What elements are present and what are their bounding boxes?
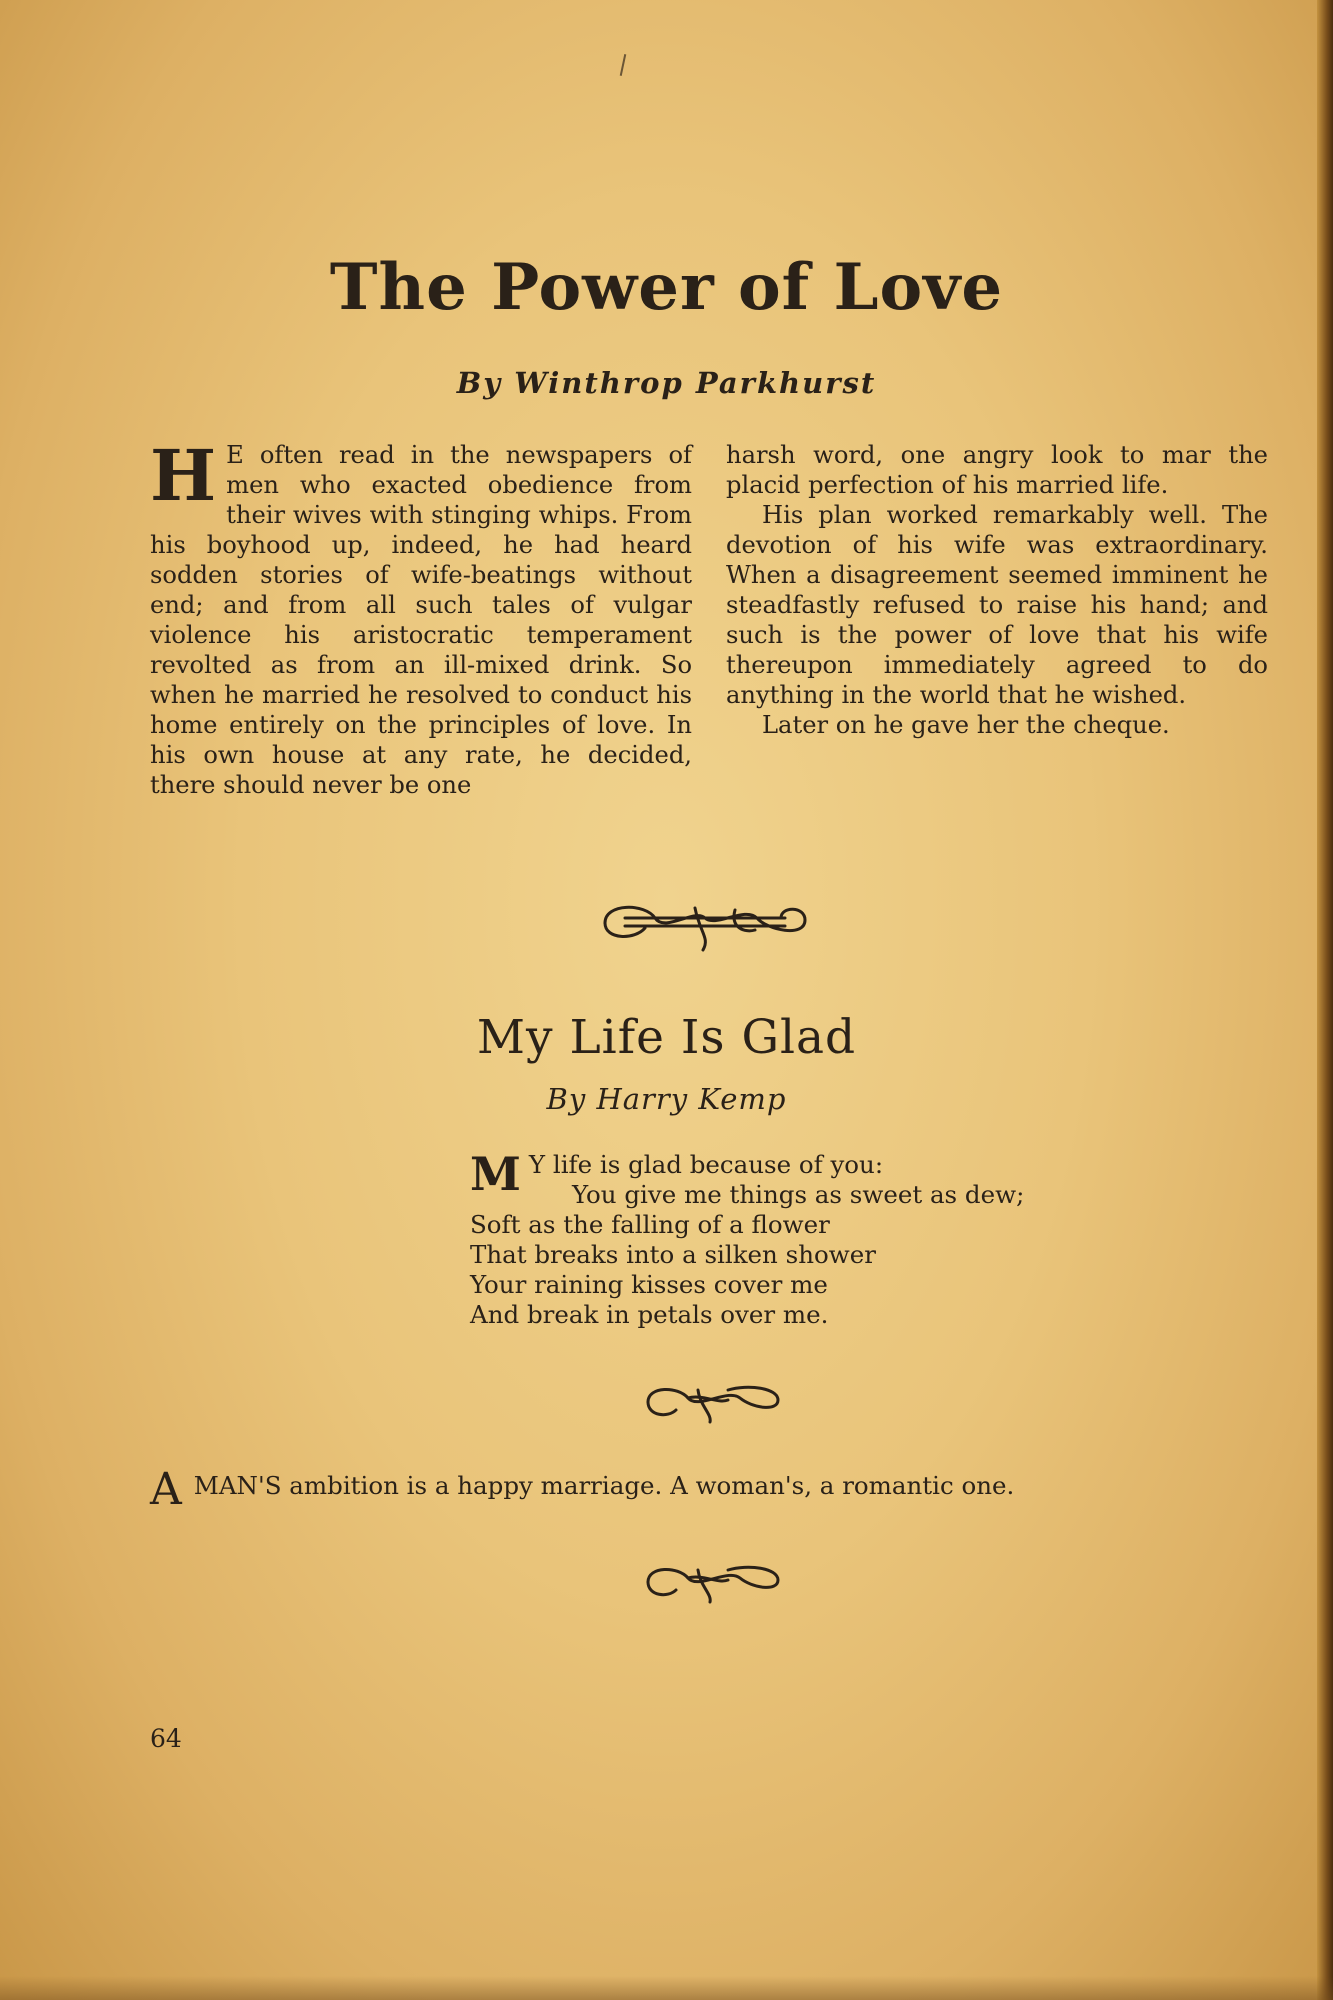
story-byline: By Winthrop Parkhurst	[456, 366, 877, 400]
story-column-right	[726, 440, 1268, 740]
story-title: The Power of Love	[329, 250, 1004, 325]
paragraph-text: E often read in the newspapers of men who exacted obedience from their wives with stinging whips. From his boyhood up, indeed, he had heard sodden stories of wife-beatings without end; and from all such tales of vulgar violence his aristocratic temperament revolted as from an ill-mixed drink. So when he married he resolved to conduct his home entirely on the principles of love. In his own house at any rate, he decided, there should never be one	[150, 441, 692, 799]
poem-line: You give me things as sweet as dew;	[572, 1180, 1025, 1209]
poem-body	[470, 1147, 1150, 1330]
pencil-mark	[620, 54, 627, 76]
story-column-left	[150, 434, 692, 800]
drop-cap: A	[150, 1464, 182, 1515]
paragraph-continuation: harsh word, one angry look to mar the placid perfection of his married life.	[726, 441, 1268, 499]
paragraph: His plan worked remarkably well. The devotion of his wife was extraordinary. When a disagreement seemed imminent he steadfastly refused to raise his hand; and such is the power of love that his wife thereupon immediately agreed to do anything in the world that he wished.	[726, 501, 1268, 709]
ornament-divider-icon	[628, 1556, 788, 1608]
ornament-divider-icon	[628, 1376, 788, 1428]
poem-line: And break in petals over me.	[470, 1300, 829, 1329]
page-number: 64	[150, 1724, 182, 1753]
poem-line: Soft as the falling of a flower	[470, 1210, 830, 1239]
poem-line: Y life is glad because of you:	[528, 1150, 884, 1179]
poem-line: That breaks into a silken shower	[470, 1240, 876, 1269]
poem-byline: By Harry Kemp	[546, 1082, 787, 1116]
ornament-divider-icon	[585, 888, 825, 958]
poem-line: Your raining kisses cover me	[470, 1270, 828, 1299]
paragraph-final: Later on he gave her the cheque.	[762, 711, 1170, 739]
epigram-text: MAN'S ambition is a happy marriage. A woman's, a romantic one.	[193, 1471, 1015, 1500]
poem-title: My Life Is Glad	[476, 1010, 857, 1065]
page-shadow	[0, 1976, 1333, 2000]
epigram	[150, 1464, 1250, 1515]
drop-cap: M	[470, 1147, 521, 1201]
drop-cap: H	[150, 434, 217, 517]
